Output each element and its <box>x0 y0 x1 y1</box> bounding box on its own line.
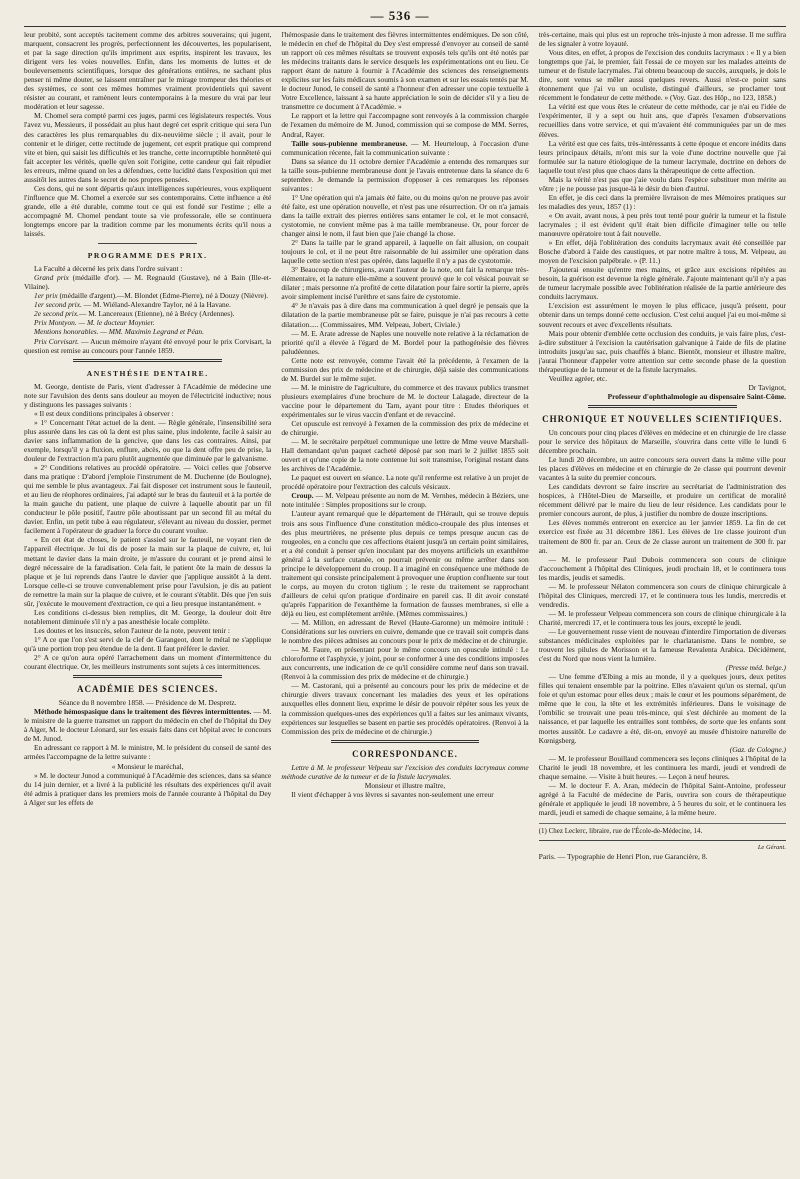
paragraph: La vérité est que ces faits, très-intéressants à cette époque et encore inédits dans leurs principaux détails, m'ont mis sur la voie d'une doctrine nouvelle que j'ai formulée sur la nature étiologique de la tumeur lacrymale, doctrine en dehors de laquelle tout n'est plus que chaos dans la thérapeutique de cette affection. <box>538 138 786 175</box>
column-middle <box>281 30 528 1165</box>
paragraph: Méthode hémospasique dans le traitement des fièvres intermittentes. — M. le ministre de la guerre transmet un rapport du médecin en chef de l'hôpital du Dey à Alger, M. le docteur Léonard, sur les essais faits dans cet hôpital avec le concours de M. Junod. <box>24 707 272 744</box>
prize-entry: 2e second prix.— M. Lancereaux (Etienne), né à Brécy (Ardennes). <box>34 309 235 319</box>
paragraph: Les candidats devront se faire inscrire au secrétariat de l'administration des hospices, à l'Hôtel-Dieu de Marseille, et produire un certificat de moralité récemment délivré par le maire du lieu de leur résidence. Les candidats pour le premier concours auront, de plus, à justifier du nombre de douze inscriptions. <box>538 482 786 519</box>
paragraph: — Une femme d'Elbing a mis au monde, il y a quelques jours, deux petites filles qui tenaient ensemble par la poitrine. Elles n'avaient qu'un os sternal, qu'un foie et qu'un estomac pour elles deux ; mais le cœur et les poumons séparément, de même que le cou, la tête et les extrémités inférieures. Dans le voisinage de l'ombilic se trouvait une peau très-mince, qui s'est déchirée au moment de la naissance, et par laquelle les entrailles sont tombées, de sorte que les enfants sont mortes aussitôt. Le cadavre a été, dit-on, envoyé au musée d'histoire naturelle de Kœnigsberg. <box>538 672 786 745</box>
source-citation: (Presse méd. belge.) <box>725 663 786 673</box>
printer-line: Paris. — Typographie de Henri Plon, rue Garancière, 8. <box>538 852 708 862</box>
paragraph: leur probité, sont acceptés tacitement comme des arbitres souverains; qui jugent, marquent, consacrent les progrès, perfectionnent les découvertes, les popularisent, et par la sage direction qu'ils impriment aux esprits, inspirent les travaux, les dirigent vers les voies nouvelles. Enfin, dans les moments de luttes et de bouleversements scientifiques, lorsque des générations entières, ne sachant plus penser ni même douter, se laissent entraîner par le mirage trompeur des théories et des systèmes, ce sont ces mêmes hommes vraiment providentiels qui savent résister au courant, et ramènent leurs contemporains à la mesure du vrai par leur modération et leur sagesse. <box>24 30 272 112</box>
paragraph: » M. le docteur Junod a communiqué à l'Académie des sciences, dans sa séance du 14 juin dernier, et a livré à la publicité les résultats des expériences qu'il avait été admis à pratiquer dans les premiers mois de l'année courante à l'hôpital du Dey à Alger sur les effets de <box>24 770 272 807</box>
paragraph: En adressant ce rapport à M. le ministre, M. le président du conseil de santé des armées l'accompagne de la lettre suivante : <box>24 743 272 762</box>
paragraph: Mais pour obtenir d'emblée cette occlusion des conduits, je vais faire plus, c'est-à-dire substituer à l'excision la cautérisation galvanique à l'aide de fils de platine introduits jusqu'au sac, puis chauffés à blanc. Bientôt, monsieur et illustre maître, j'aurai l'honneur d'appeler votre attention sur cette seconde phase de la question thérapeutique de la tumeur et de la fistule lacrymales. <box>538 328 786 374</box>
text-columns <box>24 30 786 1165</box>
paragraph: 1° A ce que l'on s'est servi de la clef de Garangeot, dont le métal ne s'applique qu'à une portion trop peu étendue de la dent. Il faut préférer le davier. <box>24 634 272 653</box>
paragraph: M. Chomel sera compté parmi ces juges, parmi ces législateurs respectés. Vous l'avez vu, Messieurs, il possédait au plus haut degré cet esprit critique qui sera l'un des caractères les plus remarquables du dix-neuvième siècle ; il avait, pour le contenir et le diriger, cette rectitude de jugement, cet esprit pratique qui comprend vite et bien, qui saisit les difficultés et les tranche, cette incorruptible honnêteté qui fait accepter les vérités, quelle qu'en soit l'origine, cette candeur qui fait répudier les erreurs, même quand on les a défendues, cette lucidité dans l'exposition qui met aussitôt les autres dans le secret de nos propres pensées. <box>24 111 272 184</box>
source-citation: (Gaz. de Cologne.) <box>729 744 786 754</box>
paragraph: — Le gouvernement russe vient de nouveau d'interdire l'importation de diverses substances médicinales exploitées par le charlatanisme. Dans le nombre, se trouvent les pilules de Morisson et la fameuse Revalenta Arabica. Décidément, c'est du Nord que nous vient la lumière. <box>538 627 786 664</box>
paragraph: — M. le professeur Paul Dubois commencera son cours de clinique d'accouchement à l'hôpital des Cliniques, jeudi prochain 18, et le continuera tous les mardis, jeudis et samedis. <box>538 554 786 582</box>
paragraph: Il vient d'échapper à vos lèvres si savantes non-seulement une erreur <box>291 789 494 799</box>
paragraph: Taille sous-pubienne membraneuse. — M. Heurteloup, à l'occasion d'une communication récente, fait la communication suivante : <box>281 138 529 157</box>
gerant-label: Le Gérant. <box>757 844 786 852</box>
paragraph: Les doutes et les insuccès, selon l'auteur de la note, peuvent tenir : <box>34 625 230 635</box>
paragraph: » 1° Concernant l'état actuel de la dent. — Règle générale, l'insensibilité sera plus assurée dans les cas où la dent est plus saine, plus indolente, facile à saisir au davier sans inflammation de la gencive, que dans les cas contraires. Ainsi, par exemple, lorsqu'il y a fluxion, enflure, abcès, ou que la dent offre peu de prise, la douleur de l'extraction m'a paru plutôt augmentée que diminuée par le galvanisme. <box>24 417 272 464</box>
column-right <box>539 30 786 1165</box>
paragraph: 2° Dans la taille par le grand appareil, à laquelle on fait allusion, on coupait toujours le col, et il ne peut être raisonnable de lui assimiler une opération dans laquelle cette section n'est pas opérée, dans laquelle il n'y a pas de cystotomie. <box>281 238 529 266</box>
paragraph: L'excision est assurément le moyen le plus efficace, jusqu'à présent, pour obtenir dans un temps donné cette occlusion. C'est celui auquel j'ai eu moi-même si souvent recours et avec d'excellents résultats. <box>538 301 786 329</box>
paragraph: 1° Une opération qui n'a jamais été faite, ou du moins qu'on ne prouve pas avoir été faite, est une opération nouvelle, et n'est pas une résurrection. Or on n'a jamais dans la taille extrait des pierres entières sans entamer le col, et le mot consacré, cystotomie, ne convient même pas à ma taille membraneuse. Or, pour forcer de changer ainsi le nom, il faut bien que j'aie changé la chose. <box>281 192 529 239</box>
section-rule <box>98 243 197 244</box>
section-title-anesthesie: ANESTHÉSIE DENTAIRE. <box>86 368 209 378</box>
paragraph: Veuillez agréer, etc. <box>548 373 608 383</box>
paragraph: — M. Castorani, qui a présenté au concours pour les prix de médecine et de chirurgie divers travaux concernant les maladies des yeux et les opérations auxquelles elles donnent lieu, exprime le désir de pouvoir répéter sous les yeux de la commission quelques-unes des expériences qu'il a faites sur les animaux vivants, expériences sur lesquelles se basent en partie ses procédés opératoires. (Renvoi à la Commission des prix de médecine et de chirurgie.) <box>281 681 529 736</box>
paragraph: « Il est deux conditions principales à observer : <box>34 408 174 418</box>
prize-entry: 1er second prix. — M. Wiéland-Alexandre Taylor, né à la Havane. <box>34 300 231 310</box>
section-title-correspondance: CORRESPONDANCE. <box>352 748 458 759</box>
paragraph: Croup. — M. Velpeau présente au nom de M. Vernhes, médecin à Béziers, une note intitulée : Simples propositions sur le croup. <box>281 491 529 510</box>
page-number: — 536 — <box>370 8 430 23</box>
header-rule <box>24 26 786 27</box>
prize-entry: Prix Corvisart. — Aucun mémoire n'ayant été envoyé pour le prix Corvisart, la question est remise au concours pour l'année 1859. <box>24 336 272 355</box>
paragraph: M. George, dentiste de Paris, vient d'adresser à l'Académie de médecine une note sur l'avulsion des dents sans douleur au moyen de l'électricité inductive; nous y distinguons les passages suivants : <box>24 381 272 409</box>
imprint-block <box>539 840 786 861</box>
letter-heading: Lettre à M. le professeur Velpeau sur l'excision des conduits lacrymaux comme méthode curative de la tumeur et de la fistule lacrymales. <box>281 762 529 781</box>
paragraph: La vérité est que vous êtes le créateur de cette méthode, car je n'ai eu l'idée de l'expérimenter, il y a sept ou huit ans, que d'après l'examen d'observations recueillies dans votre service, et qui m'avaient été communiquées par un de mes élèves. <box>538 102 786 139</box>
paragraph: » 2° Conditions relatives au procédé opératoire. — Voici celles que j'observe dans ma pratique : D'abord j'emploie l'instrument de M. Duchenne (de Boulogne), qui me semble le plus avantageux. J'ai fait disposer cet instrument sous le fauteuil, et au lieu de réophores ordinaires, j'ai adapté sur le bras du fauteuil et à la portée de la main gauche du patient, une plaque de cuivre à laquelle aboutit par un fil conducteur le pôle positif, l'autre pôle aboutissant par un second fil au métal du davier. Enfin, un petit tube à eau régulateur, s'élevant au niveau du dossier, permet facilement à l'opérateur de graduer la force du courant voulue. <box>24 463 272 536</box>
paragraph: 3° Beaucoup de chirurgiens, avant l'auteur de la note, ont fait la remarque très-élémentaire, et la nature elle-même a souvent prouvé que le col vésical pouvait se dilater ; mais personne n'a profité de cette dilatation pour faire sortir la pierre, après avoir simplement incisé l'urèthre et sans faire de cystotomie. <box>281 265 529 302</box>
paragraph: Le lundi 20 décembre, un autre concours sera ouvert dans la même ville pour les places d'élèves en médecine et en chirurgie de 2e classe qui pourront devenir vacantes à la suite du premier concours. <box>538 455 786 483</box>
signature-name: Dr Tavignot, <box>748 382 786 392</box>
paragraph: En effet, je dis ceci dans la première livraison de mes Mémoires pratiques sur les maladies des yeux, 1857 (1) : <box>538 192 786 211</box>
section-double-rule <box>73 359 221 362</box>
prize-entry: Grand prix (médaille d'or). — M. Regnauld (Gustave), né à Bain (Ille-et-Vilaine). <box>24 273 272 292</box>
paragraph: 4° Je n'avais pas à dire dans ma communication à quel degré je pensais que la dilatation de la partie membraneuse pût se faire, puisque je n'ai pas recours à cette dilatation..... (Commissaires, MM. Velpeau, Jobert, Civiale.) <box>281 301 529 329</box>
section-double-rule <box>588 405 736 408</box>
signature-title: Professeur d'ophthalmologie au dispensaire Saint-Côme. <box>607 391 786 401</box>
paragraph: Cette note est renvoyée, comme l'avait été la précédente, à l'examen de la commission des prix de médecine et de chirurgie, déjà saisie des communications de M. Burdel sur le même sujet. <box>281 355 529 383</box>
section-title-academie: ACADÉMIE DES SCIENCES. <box>77 684 219 695</box>
paragraph: — M. le professeur Bouillaud commencera ses leçons cliniques à l'hôpital de la Charité le jeudi 18 novembre, et les continuera les mardi, jeudi et vendredi de chaque semaine. — Visite à huit heures. — Leçon à neuf heures. <box>538 753 786 781</box>
paragraph: 2° A ce qu'on aura opéré l'arrachement dans un moment d'intermittence du courant électrique. Or, les meilleurs instruments sont sujets à ces intermittences. <box>24 653 272 672</box>
paragraph: La Faculté a décerné les prix dans l'ordre suivant : <box>34 264 183 274</box>
prize-entry: Prix Montyon. — M. le docteur Moynier. <box>34 318 155 328</box>
prize-entry: Mentions honorables. — MM. Maximin Legrand et Péan. <box>34 327 204 337</box>
paragraph: — M. le professeur Nélaton commencera son cours de clinique chirurgicale à l'hôpital des Cliniques, mercredi 17, et le continuera tous les lundis, mercredis et vendredis. <box>538 581 786 609</box>
section-title-chronique: CHRONIQUE ET NOUVELLES SCIENTIFIQUES. <box>542 413 783 424</box>
paragraph: — M. Faure, en présentant pour le même concours un opuscule intitulé : Le chloroforme et l'asphyxie, y joint, pour se conformer à une des conditions imposées aux concurrents, une indication de ce qu'il considère comme neuf dans son travail. (Renvoi à la commission des prix de médecine et de chirurgie.) <box>281 645 529 682</box>
column-left <box>24 30 271 1165</box>
paragraph: Mais la vérité n'est pas que j'aie voulu dans l'espèce substituer mon mérite au vôtre ; je ne pousse pas jusque-là le désir du bien d'autrui. <box>538 174 786 193</box>
paragraph: Un concours pour cinq places d'élèves en médecine et en chirurgie de 1re classe pour le service des hôpitaux de Marseille, s'ouvrira dans cette ville le lundi 6 décembre prochain. <box>538 427 786 456</box>
paragraph: « Monsieur le maréchal, <box>111 761 184 771</box>
paragraph: Cet opuscule est renvoyé à l'examen de la commission des prix de médecine et de chirurgie. <box>281 419 529 438</box>
paragraph: Dans sa séance du 11 octobre dernier l'Académie a entendu des remarques sur la taille sous-pubienne membraneuse dont je l'avais entretenue dans la séance du 6 septembre. Je demande la permission d'opposer à ces remarques les réponses suivantes : <box>281 156 529 193</box>
paragraph: Ces dons, qui ne sont départis qu'aux intelligences supérieures, vous expliquent l'influence que M. Chomel a exercée sur ses contemporains. Cette influence a été grande, elle a été durable, comme tout ce qui est fondé sur l'estime ; elle a accompagné M. Chomel pendant toute sa vie professorale, elle se continuera longtemps encore par la tradition comme par les monuments écrits qu'il nous a laissés. <box>24 183 272 239</box>
paragraph: Le paquet est ouvert en séance. La note qu'il renferme est relative à un projet de procédé opératoire pour l'extraction des calculs vésicaux. <box>281 473 529 492</box>
paragraph: Le rapport et la lettre qui l'accompagne sont renvoyés à la commission chargée de l'examen du mémoire de M. Junod, commission qui se compose de MM. Serres, Andral, Rayer. <box>281 111 529 139</box>
paragraph: « On avait, avant nous, à peu près tout tenté pour guérir la tumeur et la fistule lacrymales ; il est évident qu'il était bien difficile d'imaginer telle ou telle manœuvre opératoire tout à fait nouvelle. <box>538 210 786 239</box>
section-title-programme: PROGRAMME DES PRIX. <box>87 251 208 261</box>
paragraph: Vous dites, en effet, à propos de l'excision des conduits lacrymaux : « Il y a bien longtemps que j'ai, le premier, fait l'essai de ce moyen sur les malades atteints de tumeur et de fistule lacrymales. J'ai obtenu beaucoup de succès, auxquels, je dois le dire, sont venus se mêler aussi quelques revers. Aussi n'est-ce point sans étonnement que j'ai vu un oculiste, distingué d'ailleurs, se proclamer tout récemment le fondateur de cette méthode. » (Voy. Gaz. des Hôp., no 123, 1858.) <box>538 48 786 103</box>
paragraph: — M. le professeur Velpeau commencera son cours de clinique chirurgicale à la Charité, mercredi 17, et le continuera tous les jours, excepté le jeudi. <box>538 608 786 627</box>
paragraph: très-certaine, mais qui plus est un reproche très-injuste à mon adresse. Il me suffira de les signaler à votre loyauté. <box>538 30 786 49</box>
paragraph: J'ajouterai ensuite qu'entre mes mains, et grâce aux excisions répétées au besoin, la guérison est devenue la règle générale. J'ajoute maintenant qu'il n'y a pas de tumeur lacrymale possible avec l'oblitération réalisée de la partie antérieure des conduits lacrymaux. <box>538 265 786 302</box>
paragraph: « En cet état de choses, le patient s'assied sur le fauteuil, ne voyant rien de l'appareil électrique. Je lui dis de poser la main sur la plaque de cuivre, et, lui mettant le davier dans la main droite, je m'assure du courant et je prend ainsi le degré nécessaire de la faradisation. Cela fait, le patient ôte la main de dessus la plaque et je lui reprends dans l'autre le davier que j'applique aussitôt à la dent. Lorsque celle-ci se trouve convenablement prise pour l'avulsion, je dis au patient de remettre la main sur la plaque de cuivre, et le courant s'établit. Dès que j'en suis sûr, j'exécute le mouvement d'extraction, ce qui a lieu presque instantanément. » <box>24 535 272 608</box>
paragraph: » En effet, déjà l'oblitération des conduits lacrymaux avait été conseillée par Bosche d'abord à l'aide des caustiques, et par notre maître à tous, M. Velpeau, au moyen de l'excision palpébrale. » (P. 11.) <box>538 238 786 266</box>
paragraph: — M. le docteur F. A. Aran, médecin de l'hôpital Saint-Antoine, professeur agrégé à la Faculté de médecine de Paris, ouvrira son cours de thérapeutique générale et appliquée le jeudi 18 novembre, à 5 heures du soir, et le continuera les mardi, jeudi et samedi de chaque semaine, à la même heure. <box>538 780 786 817</box>
paragraph: Les conditions ci-dessus bien remplies, dit M. George, la douleur doit être notablement diminuée s'il n'y a pas anesthésie locale complète. <box>24 607 272 626</box>
paragraph: — M. E. Arate adresse de Naples une nouvelle note relative à la réclamation de priorité qu'il a élevée à l'égard de M. Bordel pour la pathogénésie des fièvres paludéennes. <box>281 328 529 356</box>
paragraph: — M. le secrétaire perpétuel communique une lettre de Mme veuve Marshall-Hall demandant qu'un paquet cacheté déposé par son mari le 2 juillet 1855 soit ouvert et qu'une copie de la note contenue lui soit transmise, l'original restant dans les archives de l'Académie. <box>281 437 529 474</box>
paragraph: L'auteur ayant remarqué que le département de l'Hérault, qui se trouve depuis trois ans sous l'influence d'une constitution médico-croupale des plus intenses et des plus meurtrières, ne présente plus depuis ce temps presque aucun cas de rougeoles, en a conclu que ces affections étaient jusqu'à un certain point similaires, et a été conduit à penser qu'en inoculant par des moyens artificiels un exanthème général à la surface cutanée, on pourrait prévenir ou même arrêter dans son principe le développement du croup. Il a imaginé en conséquence une méthode de traitement qui consiste principalement à provoquer une éruption confluente sur tout le corps, au moyen du croton tiglium ; le reste du traitement se rapprochant d'ailleurs de celui qu'on pratique d'ordinaire en pareil cas. Il dit avoir constaté qu'après l'apparition de l'exanthème la formation de fausses membranes, si elle a déjà eu lieu, est complètement arrêtée. (Mêmes commissaires.) <box>281 509 529 618</box>
section-double-rule <box>331 740 479 743</box>
letter-salutation: Monsieur et illustre maître, <box>364 780 446 790</box>
prize-entry: 1er prix (médaille d'argent).—M. Blondet (Edme-Pierre), né à Douzy (Nièvre). <box>34 291 269 301</box>
section-double-rule <box>73 675 221 678</box>
seance-line: Séance du 8 novembre 1858. — Présidence de M. Despretz. <box>58 698 237 708</box>
paragraph: — M. le ministre de l'agriculture, du commerce et des travaux publics transmet plusieurs exemplaires d'une brochure de M. le docteur Lalagade, directeur de la vaccine pour le département du Tarn, ayant pour titre : Etudes théoriques et expérimentales sur le virus vaccin d'enfant et de revacciné. <box>281 382 529 419</box>
footnote: (1) Chez Leclerc, libraire, rue de l'École-de-Médecine, 14. <box>539 823 786 836</box>
paragraph: — M. Millon, en adressant de Revel (Haute-Garonne) un mémoire intitulé : Considérations sur les ouvriers en cuivre, demande que ce travail soit compris dans le nombre des pièces admises au concours pour le prix de médecine et de chirurgie. <box>281 618 529 646</box>
paragraph: l'hémospasie dans le traitement des fièvres intermittentes endémiques. De son côté, le médecin en chef de l'hôpital du Dey s'est empressé d'envoyer au conseil de santé un rapport où ces mêmes résultats se trouvent exposés tels qu'ils ont été notés par les médecins traitants dans le service desquels les expérimentations ont eu lieu. Ce rapport étant de nature à fournir à l'Académie des sciences des renseignements explicites sur les faits médicaux soumis à son examen et sur les essais tentés par M. le docteur Junod, le conseil de santé a l'honneur d'en adresser une copie textuelle à Votre Excellence, laissant à sa haute appréciation le soin de décider s'il y a lieu de transmettre ce document à l'Académie. » <box>281 30 529 112</box>
paragraph: Les élèves nommés entreront en exercice au 1er janvier 1859. La fin de cet exercice est fixée au 31 décembre 1861. Les élèves de 1re classe jouiront d'un traitement de 800 fr. par an. Ceux de 2e classe auront un traitement de 300 fr. par an. <box>538 518 786 555</box>
